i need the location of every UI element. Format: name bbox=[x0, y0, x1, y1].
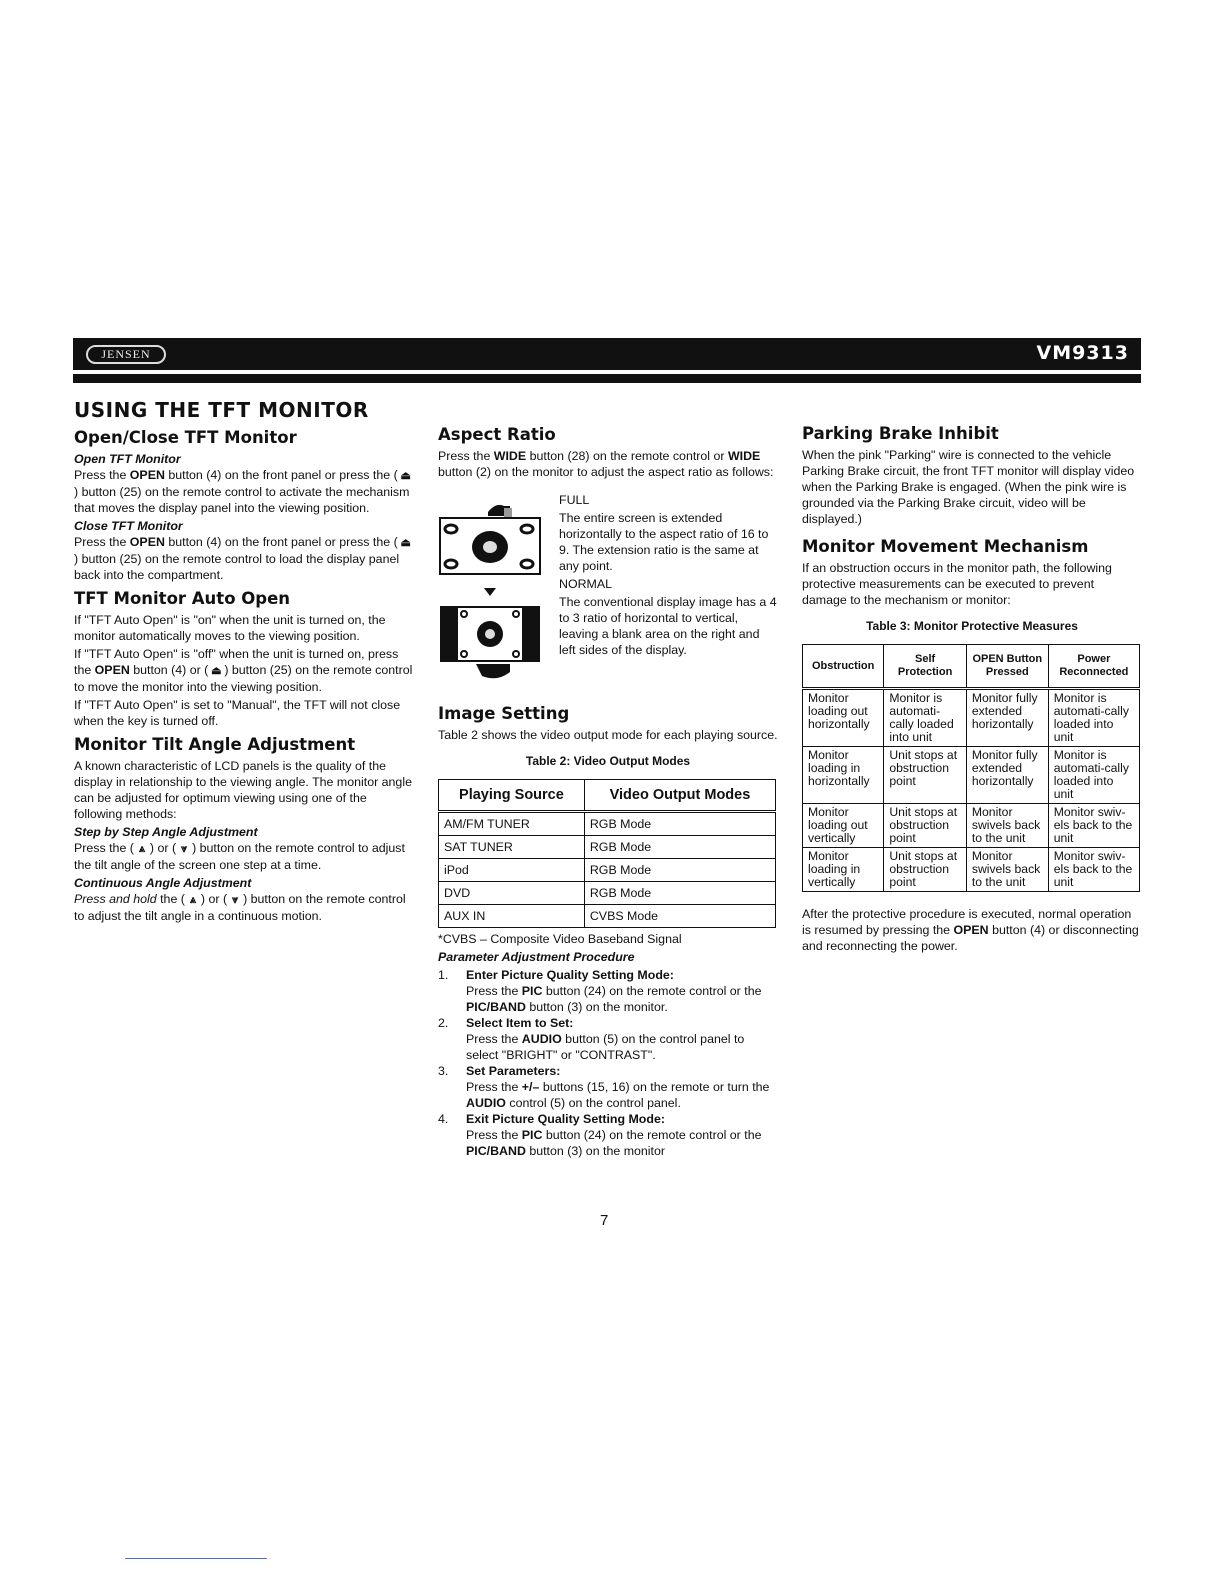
header-bar bbox=[73, 338, 1141, 370]
tilt-down-icon: ⩔ bbox=[180, 843, 188, 855]
subheading-step: Step by Step Angle Adjustment bbox=[74, 825, 258, 839]
aspect-ratio-block bbox=[438, 492, 778, 682]
subheading-procedure: Parameter Adjustment Procedure bbox=[438, 950, 635, 964]
paragraph-auto-off: If "TFT Auto Open" is "off" when the unit is turned on, press the OPEN button (4) or ( ⏏ ) button (25) on the remote control to move the monitor into the viewing position. bbox=[74, 647, 413, 694]
eject-icon: ⏏ bbox=[400, 537, 411, 549]
table-row bbox=[803, 689, 1140, 747]
table-cell: Monitor fully extended horizontally bbox=[966, 747, 1048, 804]
column-header: Power Reconnected bbox=[1048, 645, 1139, 689]
section-heading-aspect: Aspect Ratio bbox=[438, 425, 556, 444]
table-cell: DVD bbox=[439, 882, 585, 905]
table-cell: Unit stops at obstruction point bbox=[884, 848, 967, 892]
paragraph-after: After the protective procedure is executed, normal operation is resumed by pressing the OPEN button (4) or disconnecting and reconnecting the power. bbox=[802, 907, 1139, 953]
full-description: The entire screen is extended horizontally to the aspect ratio of 16 to 9. The extension ratio is the same at any point. bbox=[559, 511, 769, 573]
table-cell: Monitor swivels back to the unit bbox=[966, 804, 1048, 848]
section-heading-movement: Monitor Movement Mechanism bbox=[802, 537, 1089, 556]
model-number: VM9313 bbox=[1036, 342, 1129, 364]
column-left bbox=[74, 398, 414, 926]
cvbs-footnote: *CVBS – Composite Video Baseband Signal bbox=[438, 932, 682, 946]
table-cell: Monitor loading in horizontally bbox=[803, 747, 884, 804]
paragraph-movement: If an obstruction occurs in the monitor path, the following protective measurements can be executed to prevent damage to the mechanism or monitor: bbox=[802, 561, 1112, 607]
table-cell: AM/FM TUNER bbox=[439, 812, 585, 836]
eject-icon: ⏏ bbox=[211, 665, 222, 677]
arrow-down-icon bbox=[484, 588, 496, 596]
table-cell: Monitor swiv-els back to the unit bbox=[1048, 848, 1139, 892]
table-cell: Monitor loading out horizontally bbox=[803, 689, 884, 747]
table-row bbox=[439, 859, 776, 882]
eject-icon: ⏏ bbox=[400, 470, 411, 482]
section-heading-image-setting: Image Setting bbox=[438, 704, 570, 723]
column-header: OPEN Button Pressed bbox=[966, 645, 1048, 689]
paragraph-step: Press the ( ⩓ ) or ( ⩔ ) button on the remote control to adjust the tilt angle of the screen one step at a time. bbox=[74, 841, 405, 872]
table-row bbox=[803, 848, 1140, 892]
table-row bbox=[439, 905, 776, 928]
table-cell: Unit stops at obstruction point bbox=[884, 804, 967, 848]
aspect-diagram bbox=[438, 492, 548, 682]
full-label: FULL bbox=[559, 493, 590, 507]
table-header-row bbox=[803, 645, 1140, 689]
table-cell: RGB Mode bbox=[584, 882, 775, 905]
table-cell: Monitor swivels back to the unit bbox=[966, 848, 1048, 892]
column-header: Video Output Modes bbox=[584, 780, 775, 812]
tilt-down-icon: ⩔ bbox=[231, 894, 239, 906]
paragraph-close: Press the OPEN button (4) on the front panel or press the ( ⏏) button (25) on the remote control to load the display panel back into the compartment. bbox=[74, 534, 414, 583]
table-cell: Monitor loading out vertically bbox=[803, 804, 884, 848]
paragraph-image-intro: Table 2 shows the video output mode for each playing source. bbox=[438, 728, 778, 742]
paragraph-open: Press the OPEN button (4) on the front panel or press the ( ⏏) button (25) on the remote control to activate the mechanism that moves the display panel into the viewing position. bbox=[74, 467, 414, 516]
section-heading-open-close: Open/Close TFT Monitor bbox=[74, 428, 297, 447]
list-item: 2. Select Item to Set: Press the AUDIO button (5) on the control panel to select "BRIGHT" or "CONTRAST". bbox=[438, 1016, 745, 1062]
table-cell: AUX IN bbox=[439, 905, 585, 928]
table-row bbox=[439, 836, 776, 859]
section-heading-parking: Parking Brake Inhibit bbox=[802, 424, 999, 443]
video-output-table bbox=[438, 779, 776, 928]
subheading-open: Open TFT Monitor bbox=[74, 452, 181, 466]
table-row bbox=[803, 804, 1140, 848]
table-cell: Monitor fully extended horizontally bbox=[966, 689, 1048, 747]
table2-caption: Table 2: Video Output Modes bbox=[525, 754, 691, 768]
list-item: 1. Enter Picture Quality Setting Mode: Press the PIC button (24) on the remote control or the PIC/BAND button (3) on the monitor. bbox=[438, 968, 762, 1014]
column-header: Obstruction bbox=[803, 645, 884, 689]
footer-line bbox=[125, 1558, 267, 1559]
page-number: 7 bbox=[600, 1212, 609, 1229]
table-cell: iPod bbox=[439, 859, 585, 882]
jensen-logo: JENSEN bbox=[86, 345, 166, 364]
full-mode-icon bbox=[440, 505, 540, 574]
column-right bbox=[802, 424, 1142, 956]
paragraph-auto-on: If "TFT Auto Open" is "on" when the unit is turned on, the monitor automatically moves to the viewing position. bbox=[74, 613, 386, 643]
table-cell: Monitor swiv-els back to the unit bbox=[1048, 804, 1139, 848]
tilt-up-icon: ⩓ bbox=[189, 894, 197, 906]
table-cell: RGB Mode bbox=[584, 836, 775, 859]
table-cell: Unit stops at obstruction point bbox=[884, 747, 967, 804]
column-middle bbox=[438, 425, 778, 1159]
table-cell: Monitor is automati-cally loaded into unit bbox=[1048, 689, 1139, 747]
paragraph-auto-manual: If "TFT Auto Open" is set to "Manual", the TFT will not close when the key is turned off. bbox=[74, 698, 401, 728]
section-heading-auto-open: TFT Monitor Auto Open bbox=[74, 589, 291, 608]
table-header-row bbox=[439, 780, 776, 812]
table-cell: Monitor is automati-cally loaded into unit bbox=[1048, 747, 1139, 804]
table-row bbox=[439, 812, 776, 836]
table-cell: RGB Mode bbox=[584, 812, 775, 836]
table-cell: CVBS Mode bbox=[584, 905, 775, 928]
normal-label: NORMAL bbox=[559, 577, 613, 591]
table-cell: SAT TUNER bbox=[439, 836, 585, 859]
list-item: 4. Exit Picture Quality Setting Mode: Press the PIC button (24) on the remote control or the PIC/BAND button (3) on the monitor bbox=[438, 1112, 762, 1158]
header-rule bbox=[73, 374, 1141, 383]
table-cell: RGB Mode bbox=[584, 859, 775, 882]
column-header: Self Protection bbox=[884, 645, 967, 689]
paragraph-continuous: Press and hold the ( ⩓ ) or ( ⩔ ) button on the remote control to adjust the tilt angle in a continuous motion. bbox=[74, 892, 406, 923]
procedure-list bbox=[438, 967, 778, 1159]
table-cell: Monitor loading in vertically bbox=[803, 848, 884, 892]
section-heading-tilt: Monitor Tilt Angle Adjustment bbox=[74, 735, 356, 754]
paragraph-aspect-intro: Press the WIDE button (28) on the remote control or WIDE button (2) on the monitor to adjust the aspect ratio as follows: bbox=[438, 449, 774, 479]
paragraph-tilt-intro: A known characteristic of LCD panels is the quality of the display in relationship to the viewing angle. The monitor angle can be adjusted for optimum viewing using one of the following methods: bbox=[74, 759, 412, 821]
normal-description: The conventional display image has a 4 to 3 ratio of horizontal to vertical, leaving a blank area on the right and left sides of the display. bbox=[559, 595, 777, 657]
normal-mode-icon bbox=[440, 606, 540, 678]
table-row bbox=[439, 882, 776, 905]
page-title: USING THE TFT MONITOR bbox=[74, 398, 369, 422]
subheading-continuous: Continuous Angle Adjustment bbox=[74, 876, 252, 890]
table3-caption: Table 3: Monitor Protective Measures bbox=[866, 619, 1078, 633]
paragraph-parking: When the pink "Parking" wire is connected to the vehicle Parking Brake circuit, the front TFT monitor will display video when the Parking Brake is engaged. (When the pink wire is grounded via the Parking Brake circuit, video will be displayed.) bbox=[802, 448, 1135, 526]
subheading-close: Close TFT Monitor bbox=[74, 519, 183, 533]
column-header: Playing Source bbox=[439, 780, 585, 812]
list-item: 3. Set Parameters: Press the +/– buttons (15, 16) on the remote or turn the AUDIO control (5) on the control panel. bbox=[438, 1064, 770, 1110]
aspect-descriptions bbox=[559, 492, 779, 660]
protective-measures-table bbox=[802, 644, 1140, 892]
table-row bbox=[803, 747, 1140, 804]
tilt-up-icon: ⩓ bbox=[138, 843, 146, 855]
table-cell: Monitor is automati-cally loaded into unit bbox=[884, 689, 967, 747]
